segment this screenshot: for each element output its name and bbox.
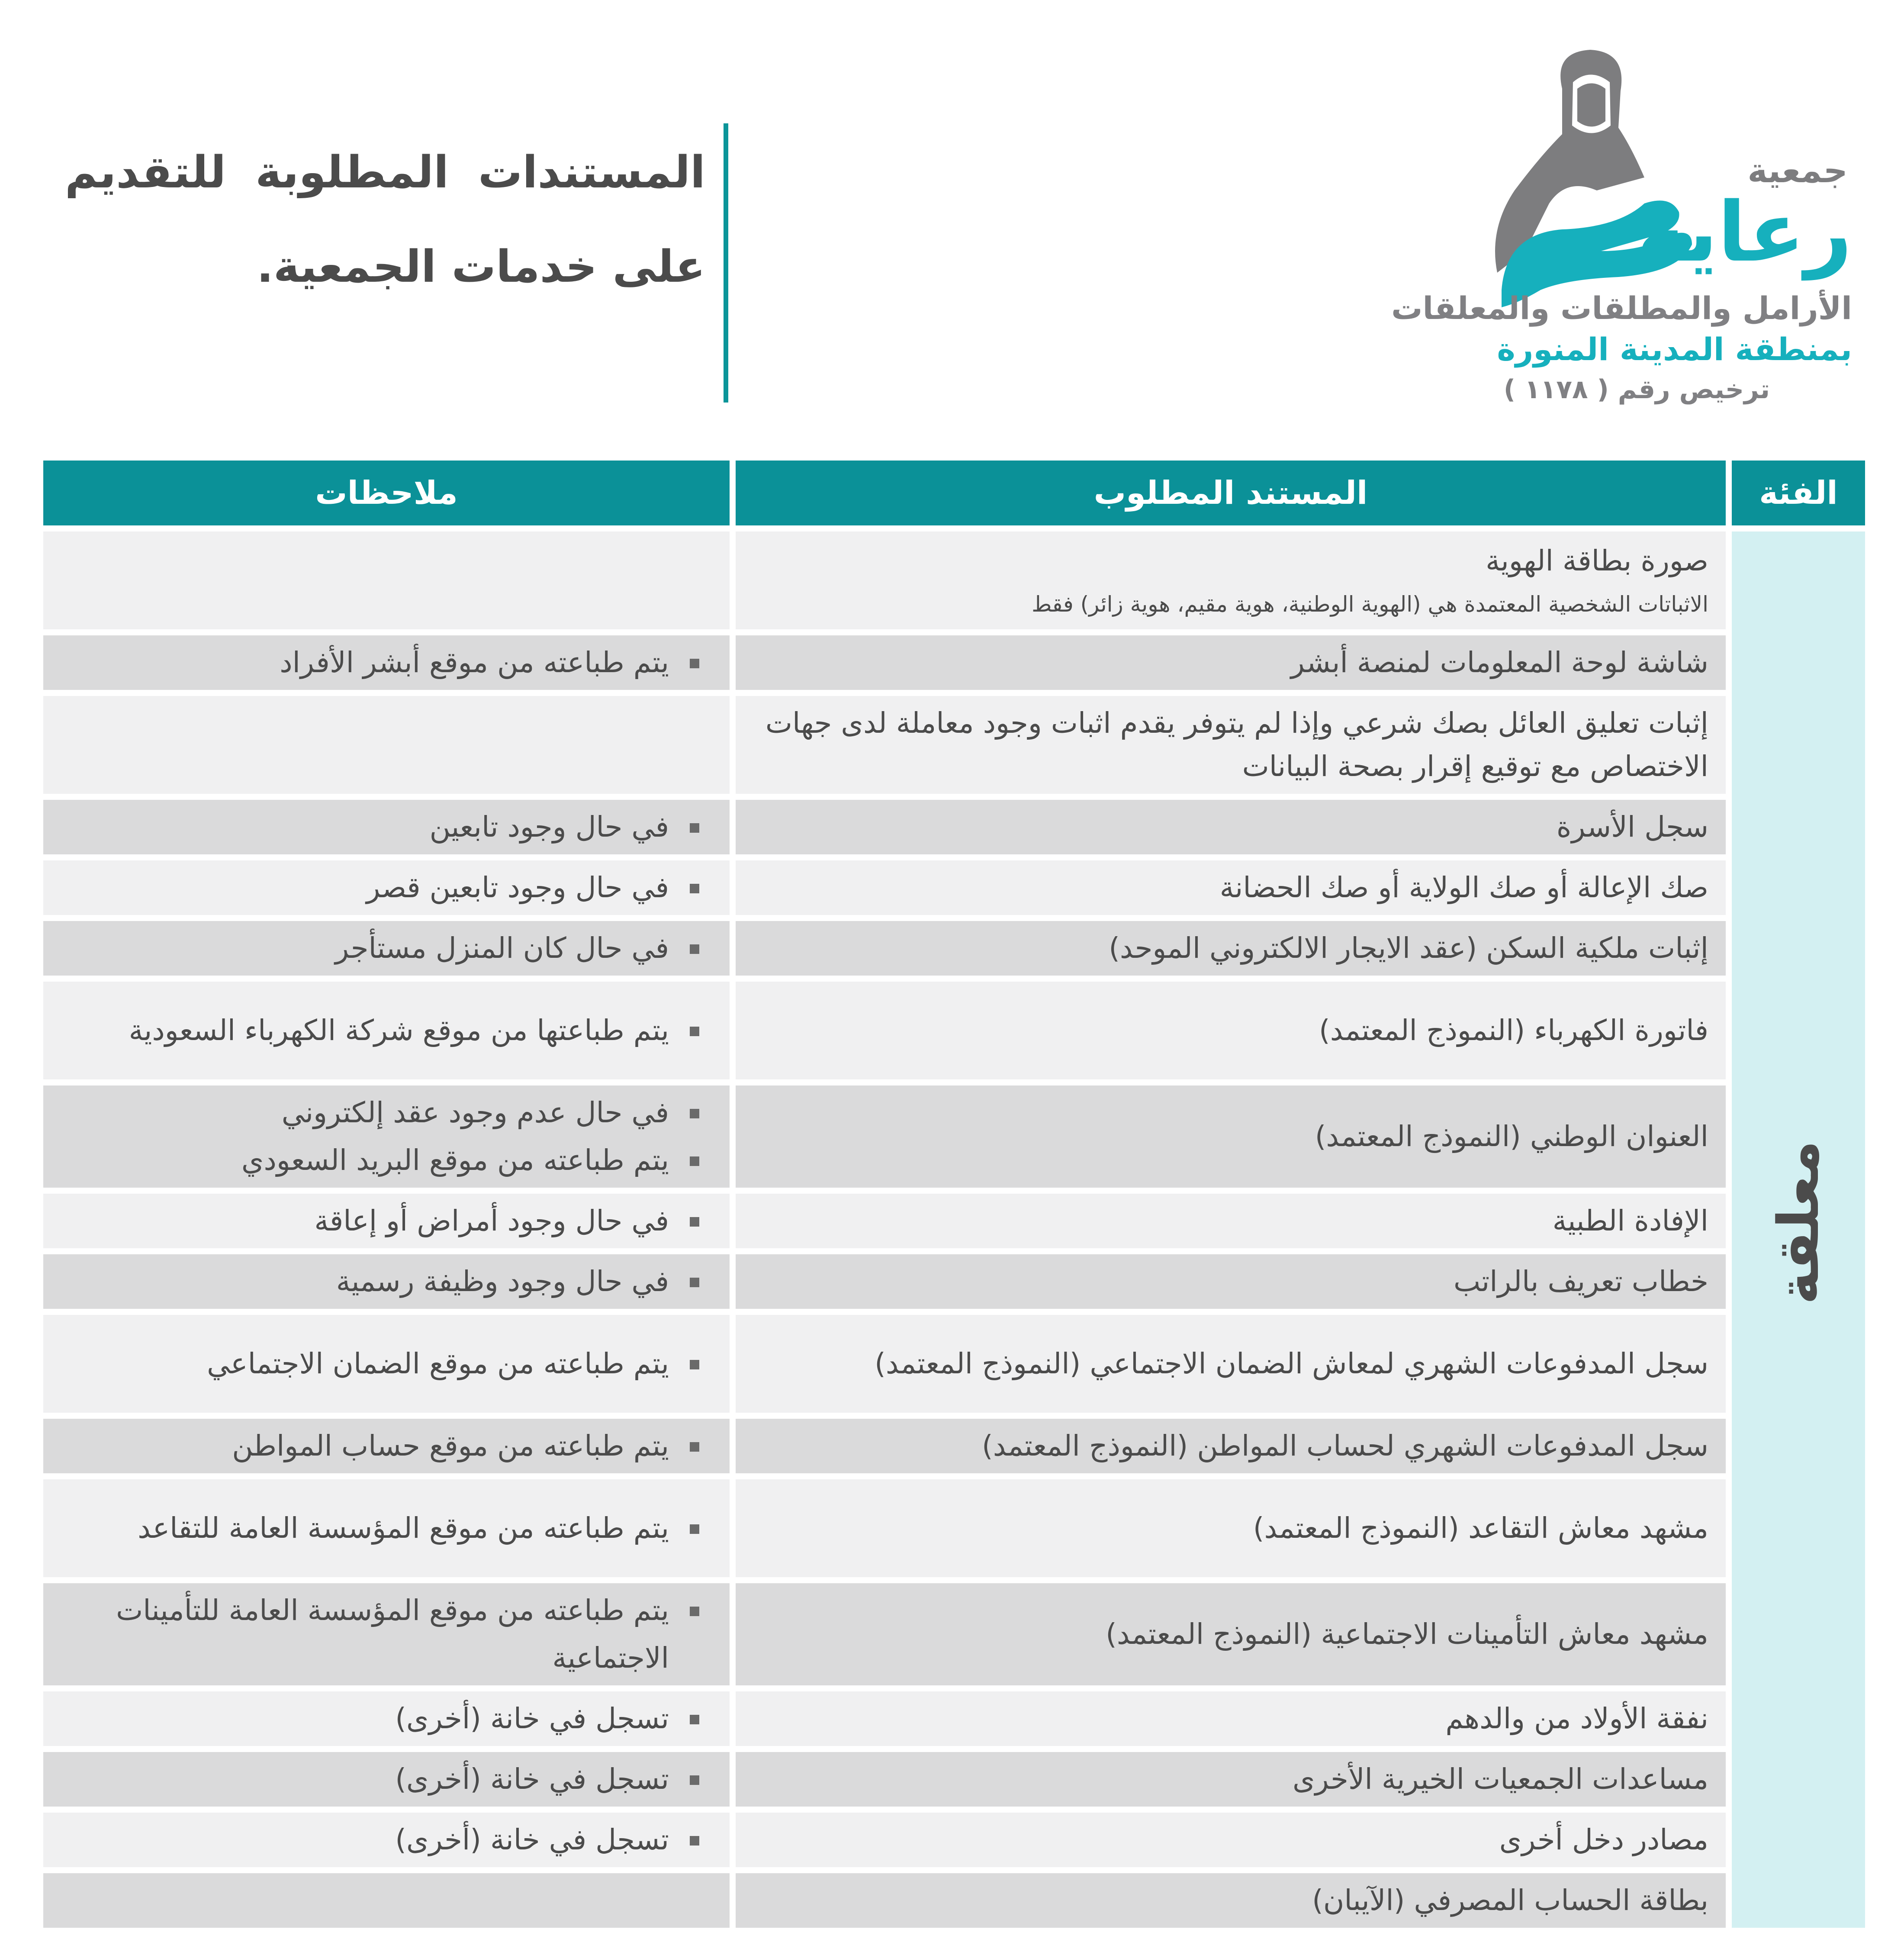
note-bullet-item: في حال وجود تابعين xyxy=(61,803,712,851)
document-cell: إثبات ملكية السكن (عقد الايجار الالكتروني الموحد) xyxy=(730,921,1726,976)
logo-jamia-text: جمعية xyxy=(1747,151,1848,190)
table-row xyxy=(43,1691,1865,1746)
note-bullet-item: يتم طباعته من موقع حساب المواطن xyxy=(61,1422,712,1470)
table-row xyxy=(43,800,1865,854)
notes-cell xyxy=(43,860,730,915)
table-row xyxy=(43,1583,1865,1685)
table-row xyxy=(43,635,1865,690)
note-bullet-item: يتم طباعته من موقع الضمان الاجتماعي xyxy=(61,1340,712,1388)
table-row xyxy=(43,1085,1865,1188)
logo-subtitle-line1: الأرامل والمطلقات والمعلقات xyxy=(1391,290,1852,326)
category-cell xyxy=(1726,531,1865,1928)
table-row xyxy=(43,1254,1865,1309)
document-cell: سجل المدفوعات الشهري لمعاش الضمان الاجتماعي (النموذج المعتمد) xyxy=(730,1315,1726,1413)
header-notes: ملاحظات xyxy=(43,461,730,525)
table-row xyxy=(43,1813,1865,1867)
document-cell: بطاقة الحساب المصرفي (الآيبان) xyxy=(730,1873,1726,1928)
note-bullet-item: تسجل في خانة (أخرى) xyxy=(61,1695,712,1743)
notes-cell xyxy=(43,1194,730,1248)
note-bullet-item: يتم طباعته من موقع المؤسسة العامة للتأمينات الاجتماعية xyxy=(61,1587,712,1682)
table-row xyxy=(43,531,1865,629)
notes-cell xyxy=(43,1691,730,1746)
document-cell: فاتورة الكهرباء (النموذج المعتمد) xyxy=(730,982,1726,1079)
notes-cell xyxy=(43,1873,730,1928)
table-body xyxy=(43,531,1865,1928)
association-logo xyxy=(1391,48,1878,420)
note-bullet-item: يتم طباعتها من موقع شركة الكهرباء السعودية xyxy=(61,1007,712,1054)
notes-cell xyxy=(43,1813,730,1867)
table-header-row xyxy=(43,461,1865,525)
notes-cell xyxy=(43,531,730,629)
note-bullet-item: يتم طباعته من موقع البريد السعودي xyxy=(61,1137,712,1184)
document-name: صورة بطاقة الهوية xyxy=(1486,544,1708,577)
document-cell: مصادر دخل أخرى xyxy=(730,1813,1726,1867)
note-bullet-item: في حال عدم وجود عقد إلكتروني xyxy=(61,1089,712,1137)
note-bullet-item: في حال وجود تابعين قصر xyxy=(61,864,712,912)
note-bullet-item: تسجل في خانة (أخرى) xyxy=(61,1816,712,1864)
document-subnote: الاثباتات الشخصية المعتمدة هي (الهوية الوطنية، هوية مقيم، هوية زائر) فقط xyxy=(1032,592,1708,617)
notes-cell xyxy=(43,800,730,854)
table-row xyxy=(43,1419,1865,1473)
notes-cell xyxy=(43,1254,730,1309)
document-cell: مساعدات الجمعيات الخيرية الأخرى xyxy=(730,1752,1726,1807)
table-row xyxy=(43,921,1865,976)
table-row xyxy=(43,1479,1865,1577)
document-cell xyxy=(730,531,1726,629)
title-divider xyxy=(724,123,728,403)
logo-license-text: ترخيص رقم ( ١١٧٨ ) xyxy=(1503,374,1770,405)
document-cell: إثبات تعليق العائل بصك شرعي وإذا لم يتوفر يقدم اثبات وجود معاملة لدى جهات الاختصاص مع توقيع إقرار بصحة البيانات xyxy=(730,696,1726,794)
notes-cell xyxy=(43,1419,730,1473)
document-cell: صك الإعالة أو صك الولاية أو صك الحضانة xyxy=(730,860,1726,915)
document-cell: العنوان الوطني (النموذج المعتمد) xyxy=(730,1085,1726,1188)
table-row xyxy=(43,982,1865,1079)
logo-name-text: رعاية xyxy=(1637,184,1852,280)
document-cell: سجل المدفوعات الشهري لحساب المواطن (النموذج المعتمد) xyxy=(730,1419,1726,1473)
document-cell: خطاب تعريف بالراتب xyxy=(730,1254,1726,1309)
notes-cell xyxy=(43,635,730,690)
required-documents-table xyxy=(43,454,1865,1934)
notes-cell xyxy=(43,1315,730,1413)
document-cell: نفقة الأولاد من والدهم xyxy=(730,1691,1726,1746)
table-row xyxy=(43,1315,1865,1413)
notes-cell xyxy=(43,1479,730,1577)
note-bullet-item: في حال وجود أمراض أو إعاقة xyxy=(61,1197,712,1245)
notes-cell xyxy=(43,1085,730,1188)
table-row xyxy=(43,860,1865,915)
document-cell: مشهد معاش التقاعد (النموذج المعتمد) xyxy=(730,1479,1726,1577)
header-document: المستند المطلوب xyxy=(730,461,1726,525)
note-bullet-item: يتم طباعته من موقع المؤسسة العامة للتقاعد xyxy=(61,1504,712,1552)
table-row xyxy=(43,1873,1865,1928)
notes-cell xyxy=(43,696,730,794)
document-cell: شاشة لوحة المعلومات لمنصة أبشر xyxy=(730,635,1726,690)
category-label: معلقة xyxy=(1766,1140,1831,1305)
document-cell: مشهد معاش التأمينات الاجتماعية (النموذج المعتمد) xyxy=(730,1583,1726,1685)
notes-cell xyxy=(43,921,730,976)
logo-subtitle-line2: بمنطقة المدينة المنورة xyxy=(1497,331,1852,367)
notes-cell xyxy=(43,1583,730,1685)
notes-cell xyxy=(43,1752,730,1807)
note-bullet-item: يتم طباعته من موقع أبشر الأفراد xyxy=(61,639,712,686)
table-row xyxy=(43,1752,1865,1807)
document-cell: الإفادة الطبية xyxy=(730,1194,1726,1248)
notes-cell xyxy=(43,982,730,1079)
header-category: الفئة xyxy=(1726,461,1865,525)
document-cell: سجل الأسرة xyxy=(730,800,1726,854)
note-bullet-item: في حال وجود وظيفة رسمية xyxy=(61,1258,712,1305)
table-row xyxy=(43,1194,1865,1248)
note-bullet-item: في حال كان المنزل مستأجر xyxy=(61,924,712,972)
page-title: المستندات المطلوبة للتقديم على خدمات الجمعية. xyxy=(65,147,705,293)
note-bullet-item: تسجل في خانة (أخرى) xyxy=(61,1755,712,1803)
table-row xyxy=(43,696,1865,794)
